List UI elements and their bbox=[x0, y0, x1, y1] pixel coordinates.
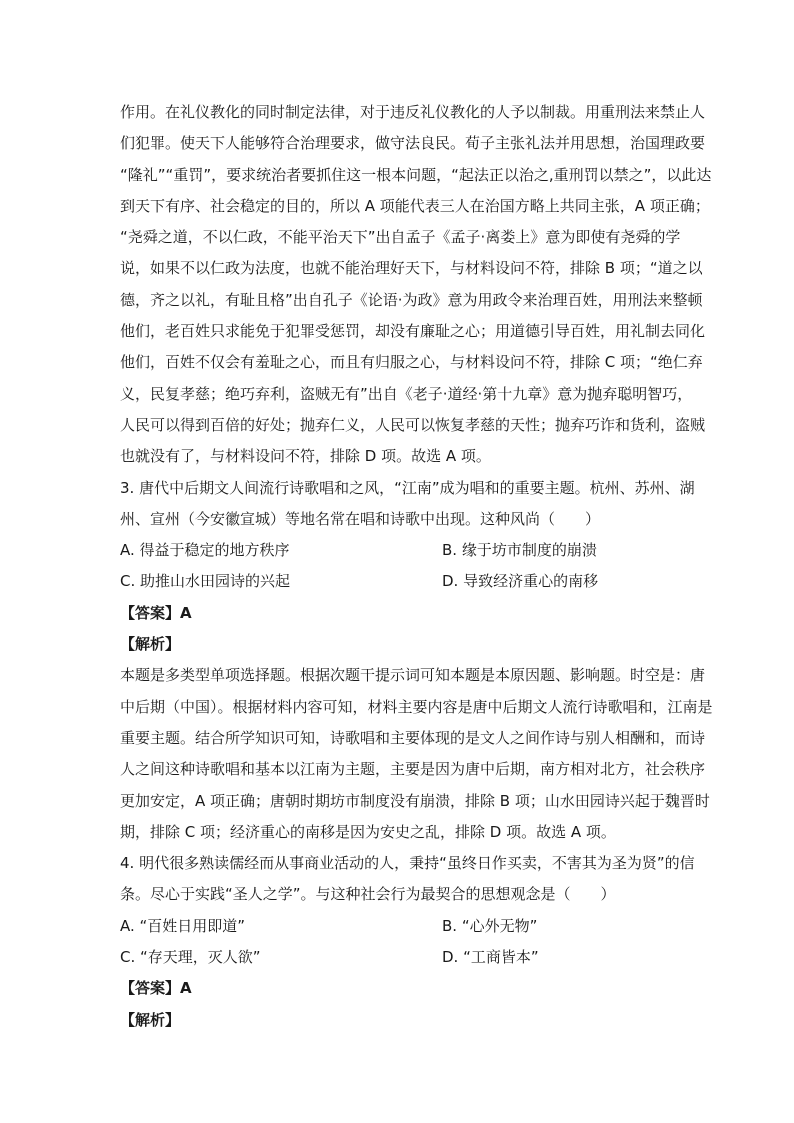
option-a: A. “百姓日用即道” bbox=[120, 916, 246, 935]
question-stem: 4. 明代很多熟读儒经而从事商业活动的人，秉持“虽终日作买卖，不害其为圣为贤”的信 bbox=[120, 854, 695, 873]
answer-label: 【答案】 bbox=[120, 603, 181, 622]
options-row bbox=[120, 942, 680, 973]
text-line: 他们，百姓不仅会有羞耻之心，而且有归服之心，与材料设问不符，排除 C 项；“绝仁弃 bbox=[120, 353, 703, 372]
analysis-text: 中后期（中国）。根据材料内容可知，材料主要内容是唐中后期文人流行诗歌唱和，江南是 bbox=[120, 697, 713, 716]
option-b: B. 缘于坊市制度的崩溃 bbox=[442, 541, 597, 560]
answer-line bbox=[120, 973, 680, 1004]
option-c: C. 助推山水田园诗的兴起 bbox=[120, 572, 291, 591]
option-c: C. “存天理，灭人欲” bbox=[120, 948, 261, 967]
question-3 bbox=[120, 473, 713, 849]
options-row bbox=[120, 566, 680, 597]
text-line: 德，齐之以礼，有耻且格”出自孔子《论语·为政》意为用政令来治理百姓，用刑法来整顿 bbox=[120, 290, 703, 309]
option-d: D. “工商皆本” bbox=[442, 948, 539, 967]
options-row bbox=[120, 535, 680, 566]
text-line: 也就没有了，与材料设问不符，排除 D 项。故选 A 项。 bbox=[120, 447, 491, 466]
question-stem: 3. 唐代中后期文人间流行诗歌唱和之风，“江南”成为唱和的重要主题。杭州、苏州、湖 bbox=[120, 478, 695, 497]
options-row bbox=[120, 911, 680, 942]
page-content bbox=[120, 97, 713, 1036]
analysis-text: 期，排除 C 项；经济重心的南移是因为安史之乱，排除 D 项。故选 A 项。 bbox=[120, 822, 616, 841]
analysis-label: 【解析】 bbox=[120, 635, 181, 654]
option-a: A. 得益于稳定的地方秩序 bbox=[120, 541, 290, 560]
text-line: 们犯罪。使天下人能够符合治理要求，做守法良民。荀子主张礼法并用思想，治国理政要 bbox=[120, 134, 706, 153]
option-b: B. “心外无物” bbox=[442, 916, 538, 935]
analysis-text: 人之间这种诗歌唱和基本以江南为主题，主要是因为唐中后期，南方相对北方，社会秩序 bbox=[120, 760, 706, 779]
text-line: “尧舜之道，不以仁政，不能平治天下”出自孟子《孟子·离娄上》意为即使有尧舜的学 bbox=[120, 228, 681, 247]
answer-value: A bbox=[180, 603, 192, 622]
question-4 bbox=[120, 848, 695, 1036]
question-stem: 州、宣州（今安徽宣城）等地名常在唱和诗歌中出现。这种风尚（ ） bbox=[120, 509, 601, 528]
answer-value: A bbox=[180, 979, 192, 998]
text-line: 人民可以得到百倍的好处；抛弃仁义，人民可以恢复孝慈的天性；抛弃巧诈和货利，盗贼 bbox=[120, 415, 706, 434]
analysis-text: 本题是多类型单项选择题。根据次题干提示词可知本题是本原因题、影响题。时空是：唐 bbox=[120, 666, 706, 685]
text-line: 说，如果不以仁政为法度，也就不能治理好天下，与材料设问不符，排除 B 项；“道之以 bbox=[120, 259, 703, 278]
answer-line bbox=[120, 598, 680, 629]
analysis-text: 更加安定，A 项正确；唐朝时期坊市制度没有崩溃，排除 B 项；山水田园诗兴起于魏晋时 bbox=[120, 791, 710, 810]
previous-analysis bbox=[120, 97, 712, 473]
text-line: 作用。在礼仪教化的同时制定法律，对于违反礼仪教化的人予以制裁。用重刑法来禁止人 bbox=[120, 103, 706, 121]
option-d: D. 导致经济重心的南移 bbox=[442, 572, 599, 591]
text-line: 到天下有序、社会稳定的目的，所以 A 项能代表三人在治国方略上共同主张，A 项正确； bbox=[120, 196, 710, 215]
text-line: 义，民复孝慈；绝巧弃利，盗贼无有”出自《老子·道经·第十九章》意为抛弃聪明智巧， bbox=[120, 384, 693, 403]
analysis-label: 【解析】 bbox=[120, 1010, 181, 1029]
question-stem: 条。尽心于实践“圣人之学”。与这种社会行为最契合的思想观念是（ ） bbox=[120, 885, 616, 904]
analysis-text: 重要主题。结合所学知识可知，诗歌唱和主要体现的是文人之间作诗与别人相酬和，而诗 bbox=[120, 728, 706, 747]
text-line: “隆礼”“重罚”，要求统治者要抓住这一根本问题，“起法正以治之,重刑罚以禁之”，以此达 bbox=[120, 165, 712, 184]
answer-label: 【答案】 bbox=[120, 979, 181, 998]
text-line: 他们，老百姓只求能免于犯罪受惩罚，却没有廉耻之心；用道德引导百姓，用礼制去同化 bbox=[120, 322, 706, 341]
